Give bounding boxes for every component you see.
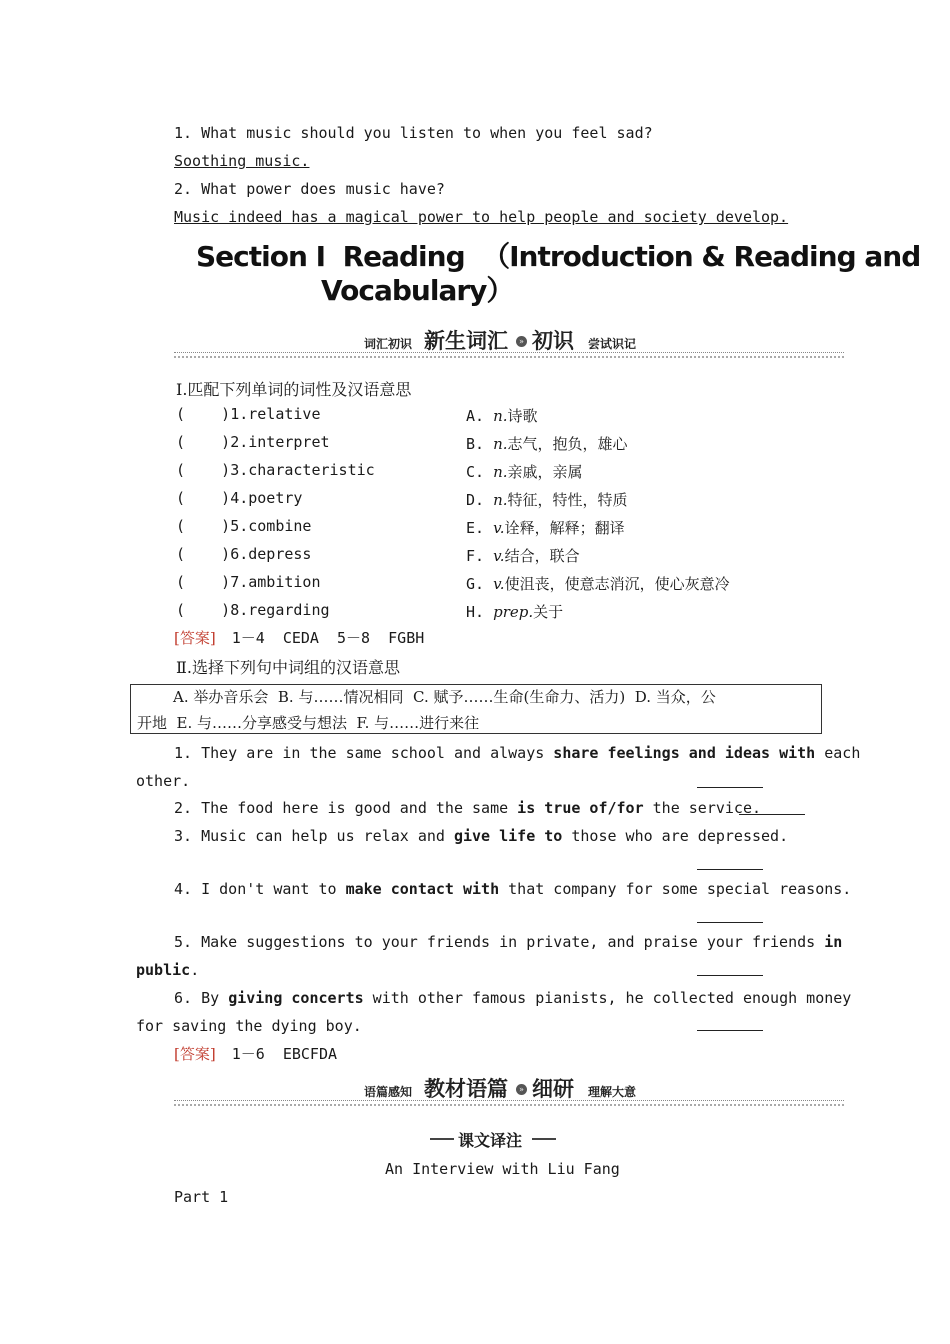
phrase-bold: in [824,933,843,951]
intro-question-1: 1. What music should you listen to when you feel sad? [174,124,653,142]
answer-blank-3[interactable] [697,869,763,870]
part-of-speech: v. [493,547,505,565]
sentence-text: those who are depressed. [562,827,789,845]
answer-text: 1－4 CEDA 5－8 FGBH [231,629,425,647]
sentence-4 [174,880,851,898]
part1-heading: Ⅰ.匹配下列单词的词性及汉语意思 [176,380,412,399]
answer-blank-2[interactable] [739,814,805,815]
meaning-letter: C. [466,463,494,481]
options-line-1: A. 举办音乐会 B. 与……情况相同 C. 赋予……生命(生命力、活力) D. 当众，公 [173,688,716,706]
answer-paren: ( ) [176,517,231,535]
meaning-letter: H. [466,603,494,621]
label-rule-right [532,1138,556,1140]
options-box [130,684,822,734]
answer-paren: ( ) [176,601,231,619]
meaning-text: 结合，联合 [504,547,580,565]
word-item-6 [176,545,311,563]
word-number: 5. [230,517,249,535]
meaning-letter: E. [466,519,494,537]
word-number: 3. [230,461,249,479]
chevron-right-icon: » [516,336,527,347]
sentence-1 [174,744,860,762]
meaning-text: 诠释，解释；翻译 [504,519,625,537]
chevron-right-icon: » [516,1084,527,1095]
sentence-text: . [190,961,200,979]
banner-main-title-b: 细研 [532,1077,574,1101]
word-number: 4. [230,489,249,507]
sentence-6 [174,989,851,1007]
part1-answer [174,627,424,648]
meaning-item-b [466,433,628,454]
answer-paren: ( ) [176,545,231,563]
sentence-6-cont: for saving the dying boy. [136,1017,362,1035]
word-item-1 [176,405,321,423]
answer-blank-5[interactable] [697,975,763,976]
part-of-speech: n. [493,463,508,481]
meaning-item-d [466,489,628,510]
banner-right-tag: 理解大意 [588,1085,637,1099]
sentence-text: 4. I don't want to [174,880,346,898]
meaning-item-g [466,573,730,594]
word-item-7 [176,573,321,591]
sentence-text: 2. The food here is good and the same [174,799,518,817]
sentence-text: each [815,744,861,762]
meaning-text: 特征，特性，特质 [507,491,628,509]
label-rule-left [430,1138,454,1140]
answer-text: 1－6 EBCFDA [231,1045,338,1063]
passage-part-label: Part 1 [174,1188,229,1206]
sentence-text: 1. They are in the same school and always [174,744,554,762]
intro-answer-1: Soothing music. [174,152,310,170]
meaning-letter: D. [466,491,494,509]
answer-paren: ( ) [176,489,231,507]
answer-tag: [答案] [174,629,216,647]
phrase-bold: giving concerts [228,989,364,1007]
part2-heading: Ⅱ.选择下列句中词组的汉语意思 [176,658,400,677]
sentence-text: 6. By [174,989,229,1007]
word-item-5 [176,517,311,535]
sentence-text: 5. Make suggestions to your friends in private, and praise your friends [174,933,825,951]
text-banner [174,1076,844,1106]
answer-blank-1[interactable] [697,787,763,788]
sentence-5 [174,933,842,951]
part-of-speech: v. [493,519,505,537]
section-title-line-1: Section I Reading （Introduction & Reading and [196,240,921,273]
part-of-speech: n. [493,435,508,453]
sentence-2 [174,799,761,817]
vocab-banner [174,328,844,358]
text-note-label-text: 课文译注 [458,1131,523,1150]
part2-answer [174,1043,337,1064]
section-title-line-2: Vocabulary） [321,274,514,307]
meaning-letter: F. [466,547,494,565]
word-number: 7. [230,573,249,591]
meaning-text: 关于 [533,603,564,621]
meaning-item-a [466,405,538,426]
phrase-bold: give life to [453,827,563,845]
sentence-3 [174,827,788,845]
meaning-text: 亲戚，亲属 [507,463,583,481]
answer-paren: ( ) [176,433,231,451]
word-text: regarding [248,601,330,619]
phrase-bold: share feelings and ideas with [553,744,816,762]
word-item-8 [176,601,330,619]
sentence-text: 3. Music can help us relax and [174,827,454,845]
banner-right-tag: 尝试识记 [588,337,637,351]
word-text: poetry [248,489,303,507]
section-title [196,240,920,308]
passage-title: An Interview with Liu Fang [385,1160,620,1178]
answer-blank-6[interactable] [697,1030,763,1031]
answer-paren: ( ) [176,461,231,479]
sentence-text: that company for some special reasons. [499,880,852,898]
banner-left-tag: 语篇感知 [364,1085,413,1099]
banner-main-title: 新生词汇 [424,329,508,353]
meaning-text: 诗歌 [507,407,538,425]
part-of-speech: n. [493,407,508,425]
meaning-letter: A. [466,407,494,425]
meaning-letter: B. [466,435,494,453]
meaning-text: 使沮丧，使意志消沉，使心灰意冷 [504,575,730,593]
sentence-1-cont: other. [136,772,191,790]
banner-main-title: 教材语篇 [424,1077,508,1101]
banner-left-tag: 词汇初识 [364,337,413,351]
part-of-speech: n. [493,491,508,509]
options-line-2: 开地 E. 与……分享感受与想法 F. 与……进行来往 [137,714,480,732]
banner-rule [174,1100,844,1106]
intro-answer-2: Music indeed has a magical power to help people and society develop. [174,208,789,226]
answer-paren: ( ) [176,573,231,591]
banner-main-title-b: 初识 [532,329,574,353]
word-text: interpret [248,433,330,451]
word-text: combine [248,517,312,535]
word-text: depress [248,545,312,563]
word-text: characteristic [248,461,375,479]
meaning-text: 志气，抱负，雄心 [507,435,628,453]
part-of-speech: prep. [493,603,534,621]
word-item-3 [176,461,375,479]
word-number: 6. [230,545,249,563]
sentence-text: with other famous pianists, he collected enough money [363,989,852,1007]
word-text: ambition [248,573,321,591]
word-number: 2. [230,433,249,451]
meaning-item-e [466,517,625,538]
phrase-bold: make contact with [345,880,500,898]
meaning-item-f [466,545,580,566]
phrase-bold: is true of/for [517,799,644,817]
word-number: 1. [230,405,249,423]
meaning-item-h [466,601,563,622]
phrase-bold: public [136,961,191,979]
banner-rule [174,352,844,358]
intro-question-2: 2. What power does music have? [174,180,445,198]
answer-tag: [答案] [174,1045,216,1063]
word-item-2 [176,433,330,451]
word-item-4 [176,489,302,507]
sentence-5-cont [136,961,199,979]
answer-blank-4[interactable] [697,922,763,923]
word-number: 8. [230,601,249,619]
meaning-letter: G. [466,575,494,593]
text-note-label [430,1128,555,1150]
answer-paren: ( ) [176,405,231,423]
part-of-speech: v. [493,575,505,593]
word-text: relative [248,405,321,423]
sentence-text: the service. [643,799,762,817]
meaning-item-c [466,461,583,482]
